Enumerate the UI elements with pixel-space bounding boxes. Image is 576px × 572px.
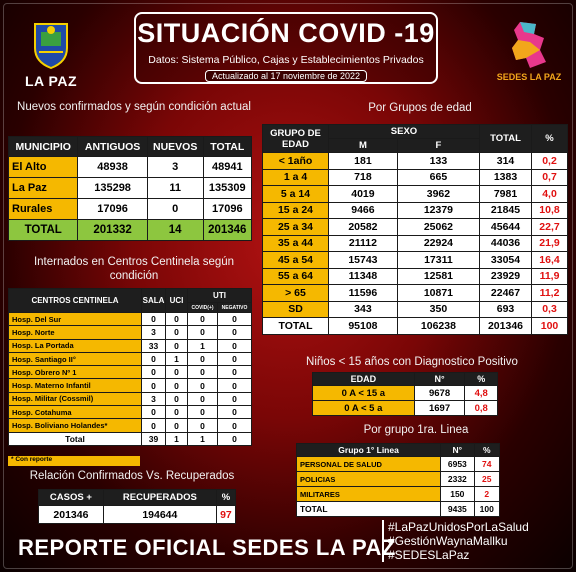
line-pct-cell: 74 bbox=[474, 457, 499, 472]
table-row bbox=[263, 202, 568, 219]
hashtag[interactable]: #SEDESLaPaz bbox=[388, 548, 470, 562]
line-total-n: 9435 bbox=[441, 502, 474, 517]
cen-header-uci: UCI bbox=[166, 289, 188, 313]
cen-header-covid: COVID(+) bbox=[188, 303, 218, 313]
cen-sala-cell: 0 bbox=[142, 352, 166, 365]
age-total-f: 106238 bbox=[397, 318, 479, 335]
municipio-cell: Rurales bbox=[9, 199, 78, 220]
main-header: MUNICIPIO bbox=[9, 137, 78, 157]
age-total-label: TOTAL bbox=[263, 318, 329, 335]
age-f-cell: 22924 bbox=[397, 235, 479, 252]
main-label: Nuevos confirmados y según condición actual bbox=[17, 101, 251, 113]
cen-sala-cell: 0 bbox=[142, 366, 166, 379]
cen-header-sala: SALA bbox=[142, 289, 166, 313]
cen-name-cell: Hosp. Cotahuma bbox=[9, 406, 142, 419]
line-table bbox=[296, 443, 500, 517]
age-f-cell: 25062 bbox=[397, 219, 479, 236]
age-group-cell: 15 a 24 bbox=[263, 202, 329, 219]
table-row bbox=[9, 392, 252, 405]
main-header: TOTAL bbox=[203, 137, 251, 157]
age-f-cell: 10871 bbox=[397, 285, 479, 302]
main-header: ANTIGUOS bbox=[78, 137, 147, 157]
table-row bbox=[9, 379, 252, 392]
age-total-cell: 21845 bbox=[480, 202, 532, 219]
kids-n-cell: 9678 bbox=[414, 386, 465, 401]
recovered-label: Relación Confirmados Vs. Recuperados bbox=[29, 470, 235, 482]
logo-left-caption: LA PAZ bbox=[25, 73, 77, 89]
age-group-cell: > 65 bbox=[263, 285, 329, 302]
rec-cases-cell: 201346 bbox=[39, 506, 104, 524]
total-row bbox=[9, 432, 252, 445]
table-row bbox=[297, 472, 500, 487]
age-total-m: 95108 bbox=[329, 318, 398, 335]
total-total: 201346 bbox=[203, 220, 251, 241]
line-group-cell: MILITARES bbox=[297, 487, 441, 502]
cen-covid-cell: 0 bbox=[188, 392, 218, 405]
sedes-logo bbox=[496, 18, 562, 82]
age-f-cell: 3962 bbox=[397, 186, 479, 203]
table-row bbox=[263, 219, 568, 236]
table-row bbox=[263, 252, 568, 269]
line-pct-cell: 2 bbox=[474, 487, 499, 502]
age-m-cell: 11596 bbox=[329, 285, 398, 302]
hashtag[interactable]: #GestiónWaynaMallku bbox=[388, 534, 508, 548]
table-row bbox=[263, 186, 568, 203]
antiguos-cell: 48938 bbox=[78, 157, 147, 178]
rec-recovered-cell: 194644 bbox=[103, 506, 216, 524]
nuevos-cell: 0 bbox=[147, 199, 203, 220]
table-row bbox=[313, 386, 498, 401]
age-pct-cell: 11,9 bbox=[532, 268, 568, 285]
kids-n-cell: 1697 bbox=[414, 401, 465, 416]
sedes-map-icon bbox=[506, 18, 552, 70]
footer-title: REPORTE OFICIAL SEDES LA PAZ bbox=[18, 535, 396, 560]
updated-badge: Actualizado al 17 noviembre de 2022 bbox=[205, 70, 367, 82]
total-cell: 135309 bbox=[203, 178, 251, 199]
line-label: Por grupo 1ra. Linea bbox=[363, 424, 469, 436]
line-total-label: TOTAL bbox=[297, 502, 441, 517]
line-n-cell: 6953 bbox=[441, 457, 474, 472]
line-group-cell: POLICIAS bbox=[297, 472, 441, 487]
age-group-cell: < 1año bbox=[263, 153, 329, 170]
age-m-cell: 181 bbox=[329, 153, 398, 170]
table-row bbox=[9, 366, 252, 379]
total-antiguos: 201332 bbox=[78, 220, 147, 241]
age-m-cell: 718 bbox=[329, 169, 398, 186]
nuevos-cell: 11 bbox=[147, 178, 203, 199]
kids-label: Niños < 15 años con Diagnostico Positivo bbox=[306, 356, 518, 368]
total-nuevos: 14 bbox=[147, 220, 203, 241]
table-row bbox=[9, 339, 252, 352]
age-header-f: F bbox=[397, 139, 479, 153]
age-pct-cell: 21,9 bbox=[532, 235, 568, 252]
cen-total-uci: 1 bbox=[166, 432, 188, 445]
cen-total-sala: 39 bbox=[142, 432, 166, 445]
table-row bbox=[9, 352, 252, 365]
cen-neg-cell: 0 bbox=[218, 326, 252, 339]
cen-total-neg: 0 bbox=[218, 432, 252, 445]
cen-neg-cell: 0 bbox=[218, 339, 252, 352]
age-total-cell: 22467 bbox=[480, 285, 532, 302]
age-group-cell: 55 a 64 bbox=[263, 268, 329, 285]
kids-age-cell: 0 A < 15 a bbox=[313, 386, 415, 401]
cen-name-cell: Hosp. Santiago II° bbox=[9, 352, 142, 365]
age-total-cell: 23929 bbox=[480, 268, 532, 285]
cen-uci-cell: 0 bbox=[166, 313, 188, 326]
main-header: NUEVOS bbox=[147, 137, 203, 157]
table-row bbox=[297, 487, 500, 502]
kids-header: N° bbox=[414, 373, 465, 386]
cen-covid-cell: 0 bbox=[188, 366, 218, 379]
cen-name-cell: Hosp. Militar (Cossmil) bbox=[9, 392, 142, 405]
cen-neg-cell: 0 bbox=[218, 366, 252, 379]
antiguos-cell: 17096 bbox=[78, 199, 147, 220]
total-cell: 17096 bbox=[203, 199, 251, 220]
table-row bbox=[263, 153, 568, 170]
cen-name-cell: Hosp. La Portada bbox=[9, 339, 142, 352]
centinela-label: Internados en Centros Centinela según condición bbox=[33, 256, 235, 282]
cen-neg-cell: 0 bbox=[218, 406, 252, 419]
cen-name-cell: Hosp. Obrero Nº 1 bbox=[9, 366, 142, 379]
age-group-cell: SD bbox=[263, 301, 329, 318]
age-pct-cell: 4,0 bbox=[532, 186, 568, 203]
cen-name-cell: Hosp. Materno Infantil bbox=[9, 379, 142, 392]
centinela-table bbox=[8, 288, 252, 446]
age-pct-cell: 0,3 bbox=[532, 301, 568, 318]
kids-pct-cell: 0,8 bbox=[465, 401, 498, 416]
antiguos-cell: 135298 bbox=[78, 178, 147, 199]
age-m-cell: 4019 bbox=[329, 186, 398, 203]
age-header-total: TOTAL bbox=[480, 125, 532, 153]
table-row bbox=[297, 457, 500, 472]
logo-right-caption: SEDES LA PAZ bbox=[496, 72, 562, 82]
line-total-pct: 100 bbox=[474, 502, 499, 517]
cen-covid-cell: 0 bbox=[188, 352, 218, 365]
age-pct-cell: 11,2 bbox=[532, 285, 568, 302]
cen-uci-cell: 0 bbox=[166, 326, 188, 339]
rec-header: RECUPERADOS bbox=[103, 490, 216, 506]
table-row bbox=[9, 406, 252, 419]
main-table bbox=[8, 136, 252, 241]
cen-uci-cell: 0 bbox=[166, 406, 188, 419]
age-m-cell: 15743 bbox=[329, 252, 398, 269]
kids-age-cell: 0 A < 5 a bbox=[313, 401, 415, 416]
age-total-total: 201346 bbox=[480, 318, 532, 335]
age-table bbox=[262, 124, 568, 335]
cen-uci-cell: 0 bbox=[166, 419, 188, 432]
cen-neg-cell: 0 bbox=[218, 352, 252, 365]
page-subtitle: Datos: Sistema Público, Cajas y Establecimientos Privados bbox=[148, 54, 424, 66]
municipio-cell: El Alto bbox=[9, 157, 78, 178]
total-row bbox=[297, 502, 500, 517]
age-f-cell: 665 bbox=[397, 169, 479, 186]
line-header: N° bbox=[441, 444, 474, 457]
age-m-cell: 21112 bbox=[329, 235, 398, 252]
cen-uci-cell: 1 bbox=[166, 352, 188, 365]
age-pct-cell: 22,7 bbox=[532, 219, 568, 236]
kids-table bbox=[312, 372, 498, 416]
line-pct-cell: 25 bbox=[474, 472, 499, 487]
line-n-cell: 2332 bbox=[441, 472, 474, 487]
cen-sala-cell: 0 bbox=[142, 406, 166, 419]
age-group-cell: 1 a 4 bbox=[263, 169, 329, 186]
table-row bbox=[9, 326, 252, 339]
cen-name-cell: Hosp. Norte bbox=[9, 326, 142, 339]
age-pct-cell: 0,2 bbox=[532, 153, 568, 170]
age-total-cell: 693 bbox=[480, 301, 532, 318]
age-label: Por Grupos de edad bbox=[368, 102, 472, 114]
age-m-cell: 20582 bbox=[329, 219, 398, 236]
table-row bbox=[263, 285, 568, 302]
cen-neg-cell: 0 bbox=[218, 419, 252, 432]
cen-sala-cell: 0 bbox=[142, 379, 166, 392]
table-row bbox=[263, 169, 568, 186]
table-row bbox=[9, 313, 252, 326]
table-row bbox=[9, 419, 252, 432]
cen-sala-cell: 0 bbox=[142, 419, 166, 432]
total-row bbox=[263, 318, 568, 335]
cen-uci-cell: 0 bbox=[166, 379, 188, 392]
age-header-group: GRUPO DE EDAD bbox=[263, 125, 329, 153]
coat-of-arms-icon bbox=[27, 18, 75, 70]
age-pct-cell: 16,4 bbox=[532, 252, 568, 269]
cen-covid-cell: 0 bbox=[188, 379, 218, 392]
rec-pct-cell: 97 bbox=[216, 506, 235, 524]
age-header-pct: % bbox=[532, 125, 568, 153]
age-total-cell: 1383 bbox=[480, 169, 532, 186]
table-row bbox=[39, 506, 236, 524]
page-title: SITUACIÓN COVID -19 bbox=[137, 18, 435, 48]
age-f-cell: 133 bbox=[397, 153, 479, 170]
table-row bbox=[9, 178, 252, 199]
cen-covid-cell: 0 bbox=[188, 419, 218, 432]
cen-name-cell: Hosp. Boliviano Holandes* bbox=[9, 419, 142, 432]
age-f-cell: 17311 bbox=[397, 252, 479, 269]
cen-uci-cell: 0 bbox=[166, 366, 188, 379]
cen-covid-cell: 1 bbox=[188, 339, 218, 352]
cen-covid-cell: 0 bbox=[188, 326, 218, 339]
age-total-cell: 7981 bbox=[480, 186, 532, 203]
age-pct-cell: 10,8 bbox=[532, 202, 568, 219]
age-group-cell: 5 a 14 bbox=[263, 186, 329, 203]
age-pct-cell: 0,7 bbox=[532, 169, 568, 186]
age-f-cell: 12379 bbox=[397, 202, 479, 219]
kids-pct-cell: 4,8 bbox=[465, 386, 498, 401]
header-box bbox=[134, 12, 438, 84]
table-row bbox=[313, 401, 498, 416]
cen-sala-cell: 33 bbox=[142, 339, 166, 352]
total-row bbox=[9, 220, 252, 241]
age-group-cell: 35 a 44 bbox=[263, 235, 329, 252]
table-row bbox=[263, 268, 568, 285]
age-total-cell: 45644 bbox=[480, 219, 532, 236]
nuevos-cell: 3 bbox=[147, 157, 203, 178]
table-row bbox=[263, 301, 568, 318]
kids-header: EDAD bbox=[313, 373, 415, 386]
cen-sala-cell: 0 bbox=[142, 313, 166, 326]
line-header: % bbox=[474, 444, 499, 457]
age-total-cell: 314 bbox=[480, 153, 532, 170]
kids-header: % bbox=[465, 373, 498, 386]
age-m-cell: 9466 bbox=[329, 202, 398, 219]
cen-covid-cell: 0 bbox=[188, 406, 218, 419]
total-cell: 48941 bbox=[203, 157, 251, 178]
centinela-note: * Con reporte bbox=[8, 456, 140, 466]
coat-of-arms-logo bbox=[16, 18, 86, 89]
table-row bbox=[9, 157, 252, 178]
table-row bbox=[263, 235, 568, 252]
rec-header: % bbox=[216, 490, 235, 506]
line-header: Grupo 1° Linea bbox=[297, 444, 441, 457]
cen-sala-cell: 3 bbox=[142, 326, 166, 339]
age-header-m: M bbox=[329, 139, 398, 153]
age-total-pct: 100 bbox=[532, 318, 568, 335]
cen-neg-cell: 0 bbox=[218, 313, 252, 326]
cen-header-uti: UTI bbox=[188, 289, 252, 303]
cen-total-label: Total bbox=[9, 432, 142, 445]
age-group-cell: 45 a 54 bbox=[263, 252, 329, 269]
age-f-cell: 12581 bbox=[397, 268, 479, 285]
municipio-cell: La Paz bbox=[9, 178, 78, 199]
rec-header: CASOS + bbox=[39, 490, 104, 506]
age-f-cell: 350 bbox=[397, 301, 479, 318]
line-n-cell: 150 bbox=[441, 487, 474, 502]
cen-covid-cell: 0 bbox=[188, 313, 218, 326]
cen-total-covid: 1 bbox=[188, 432, 218, 445]
age-total-cell: 44036 bbox=[480, 235, 532, 252]
cen-neg-cell: 0 bbox=[218, 392, 252, 405]
table-row bbox=[9, 199, 252, 220]
hashtag[interactable]: #LaPazUnidosPorLaSalud bbox=[388, 520, 529, 534]
line-group-cell: PERSONAL DE SALUD bbox=[297, 457, 441, 472]
cen-name-cell: Hosp. Del Sur bbox=[9, 313, 142, 326]
hashtags bbox=[382, 520, 529, 562]
cen-uci-cell: 0 bbox=[166, 392, 188, 405]
cen-neg-cell: 0 bbox=[218, 379, 252, 392]
recovered-table bbox=[38, 489, 236, 524]
cen-header-name: CENTROS CENTINELA bbox=[9, 289, 142, 313]
cen-header-neg: NEGATIVO bbox=[218, 303, 252, 313]
cen-uci-cell: 0 bbox=[166, 339, 188, 352]
age-m-cell: 343 bbox=[329, 301, 398, 318]
age-m-cell: 11348 bbox=[329, 268, 398, 285]
total-label: TOTAL bbox=[9, 220, 78, 241]
age-group-cell: 25 a 34 bbox=[263, 219, 329, 236]
cen-sala-cell: 3 bbox=[142, 392, 166, 405]
age-total-cell: 33054 bbox=[480, 252, 532, 269]
age-header-sex: SEXO bbox=[329, 125, 480, 139]
